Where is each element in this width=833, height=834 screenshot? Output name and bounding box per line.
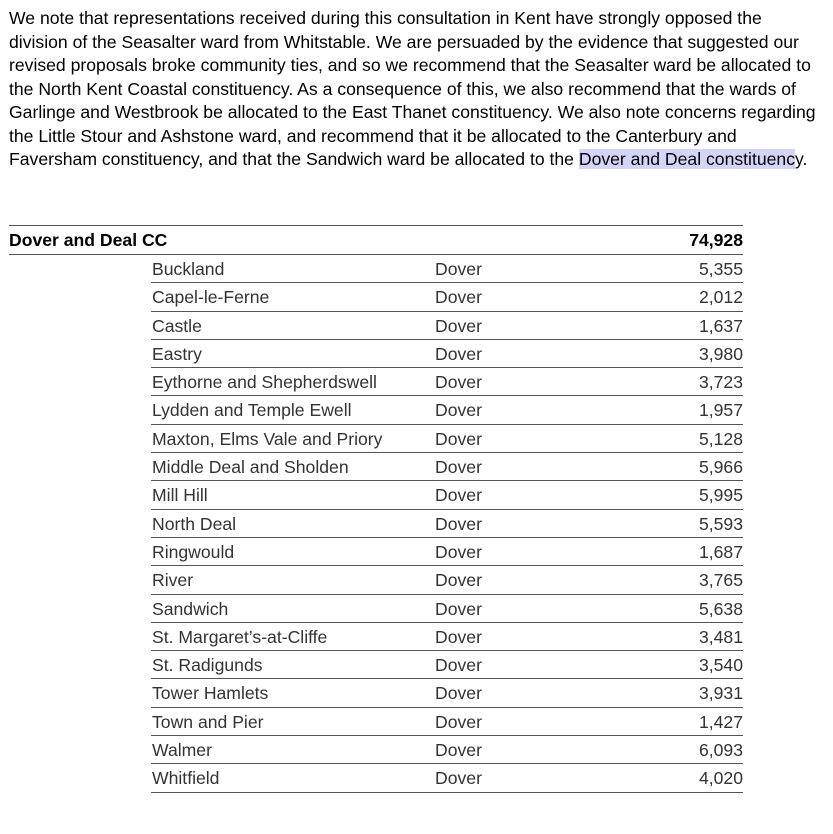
ward-electorate: 6,093 — [698, 740, 743, 761]
table-row — [151, 651, 743, 679]
district-name: Dover — [435, 683, 482, 704]
district-name: Dover — [435, 485, 482, 506]
ward-electorate: 2,012 — [698, 287, 743, 308]
ward-name: River — [152, 570, 194, 591]
ward-name: Whitfield — [152, 768, 220, 789]
district-name: Dover — [435, 626, 482, 647]
table-row — [151, 679, 743, 707]
ward-name: St. Radigunds — [152, 655, 263, 676]
ward-name: Buckland — [152, 259, 225, 279]
ward-electorate: 5,128 — [698, 428, 743, 449]
district-name: Dover — [435, 570, 482, 591]
constituency-name: Dover and Deal CC — [9, 230, 168, 250]
table-row — [151, 283, 743, 311]
table-row — [151, 453, 743, 481]
district-name: Dover — [435, 740, 482, 761]
district-name: Dover — [435, 541, 482, 562]
ward-name: Lydden and Temple Ewell — [152, 400, 352, 421]
ward-electorate: 5,638 — [698, 598, 743, 619]
intro-text-end: y. — [795, 149, 808, 169]
table-row — [151, 566, 743, 594]
ward-name: Middle Deal and Sholden — [152, 457, 349, 478]
selected-text-highlight[interactable]: Dover and Deal constituenc — [578, 149, 795, 169]
ward-name: St. Margaret’s-at-Cliffe — [152, 626, 328, 647]
table-row — [151, 255, 743, 283]
table-row — [151, 736, 743, 764]
ward-electorate: 1,957 — [698, 400, 743, 421]
district-name: Dover — [435, 598, 482, 619]
district-name: Dover — [435, 711, 482, 732]
intro-text: We note that representations received during this consultation in Kent have strongly opposed the division of the Seasalter ward from Whitstable. We are persuaded by the evidence that suggested our revised proposals broke community ties, and so we recommend that the Seasalter ward be allocated to the North Kent Coastal constituency. As a consequence of this, we also recommend that the wards of Garlinge and Westbrook be allocated to the East Thanet constituency. We also note concerns regarding the Little Stour and Ashstone ward, and recommend that it be allocated to the Canterbury and Faversham constituency, and that the Sandwich ward be allocated to the — [9, 8, 816, 169]
ward-electorate: 1,637 — [698, 315, 743, 336]
ward-name: Eythorne and Shepherdswell — [152, 372, 377, 393]
district-name: Dover — [435, 428, 482, 449]
district-name: Dover — [435, 372, 482, 393]
table-row — [151, 708, 743, 736]
table-row — [151, 538, 743, 566]
ward-list — [151, 255, 743, 793]
table-row — [151, 396, 743, 424]
ward-electorate: 1,427 — [698, 711, 743, 732]
ward-name: Walmer — [152, 740, 212, 761]
district-name: Dover — [435, 400, 482, 421]
district-name: Dover — [435, 343, 482, 364]
ward-name: Castle — [152, 315, 202, 336]
ward-electorate: 5,966 — [698, 457, 743, 478]
ward-name: Town and Pier — [152, 711, 264, 732]
ward-electorate: 3,481 — [698, 626, 743, 647]
ward-name: North Deal — [152, 513, 237, 534]
table-row — [151, 368, 743, 396]
district-name: Dover — [435, 513, 482, 534]
ward-name: Eastry — [152, 343, 202, 364]
ward-electorate: 3,980 — [698, 343, 743, 364]
ward-name: Capel-le-Ferne — [152, 287, 270, 308]
constituency-table — [9, 225, 743, 793]
ward-name: Maxton, Elms Vale and Priory — [152, 428, 383, 449]
ward-electorate: 4,020 — [698, 768, 743, 789]
table-row — [151, 481, 743, 509]
district-name: Dover — [435, 768, 482, 789]
district-name: Dover — [435, 259, 482, 279]
ward-electorate: 3,540 — [698, 655, 743, 676]
district-name: Dover — [435, 315, 482, 336]
table-row — [151, 312, 743, 340]
table-row — [151, 595, 743, 623]
ward-electorate: 3,723 — [698, 372, 743, 393]
table-row — [151, 764, 743, 792]
ward-electorate: 5,593 — [698, 513, 743, 534]
ward-electorate: 1,687 — [698, 541, 743, 562]
ward-name: Sandwich — [152, 598, 229, 619]
ward-electorate: 5,995 — [698, 485, 743, 506]
table-row — [151, 340, 743, 368]
district-name: Dover — [435, 287, 482, 308]
ward-electorate: 3,765 — [698, 570, 743, 591]
ward-name: Tower Hamlets — [152, 683, 269, 704]
table-row — [151, 623, 743, 651]
constituency-header-row — [9, 226, 743, 255]
ward-electorate: 3,931 — [698, 683, 743, 704]
table-row — [151, 425, 743, 453]
ward-name: Mill Hill — [152, 485, 208, 506]
ward-electorate: 5,355 — [698, 259, 743, 279]
ward-name: Ringwould — [152, 541, 235, 562]
district-name: Dover — [435, 655, 482, 676]
district-name: Dover — [435, 457, 482, 478]
constituency-total: 74,928 — [689, 230, 743, 250]
intro-paragraph — [9, 7, 824, 172]
table-row — [151, 510, 743, 538]
